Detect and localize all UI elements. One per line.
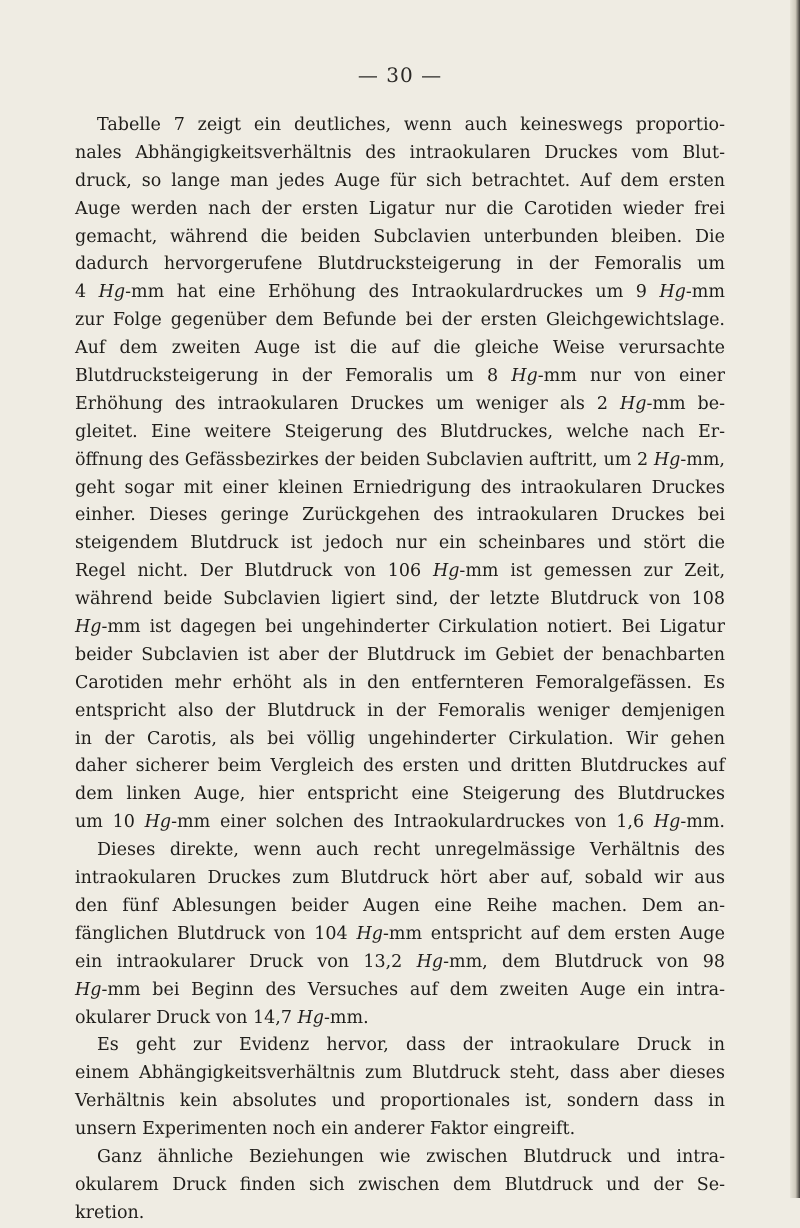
text-line: Carotiden mehr erhöht als in den entfernteren Femoralgefässen. Es <box>75 672 725 693</box>
text-line: gleitet. Eine weitere Steigerung des Blutdruckes, welche nach Er- <box>75 421 725 442</box>
text-line: geht sogar mit einer kleinen Erniedrigung des intraokularen Druckes <box>75 477 725 498</box>
page-edge-shadow <box>790 0 800 1198</box>
text-line: in der Carotis, als bei völlig ungehinderter Cirkulation. Wir gehen <box>75 728 725 749</box>
text-line: einem Abhängigkeitsverhältnis zum Blutdruck steht, dass aber dieses <box>75 1063 725 1084</box>
text-line: Auge werden nach der ersten Ligatur nur die Carotiden wieder frei <box>75 198 725 219</box>
text-line: den fünf Ablesungen beider Augen eine Reihe machen. Dem an- <box>75 895 725 916</box>
text-line: steigendem Blutdruck ist jedoch nur ein scheinbares und stört die <box>75 533 725 554</box>
text-line: 4 Hg-mm hat eine Erhöhung des Intraokulardruckes um 9 Hg-mm <box>75 282 725 303</box>
text-line: okularer Druck von 14,7 Hg-mm. <box>75 1007 369 1028</box>
text-line: Tabelle 7 zeigt ein deutliches, wenn auch keineswegs proportio- <box>97 115 725 135</box>
text-line: Regel nicht. Der Blutdruck von 106 Hg-mm ist gemessen zur Zeit, <box>75 561 726 582</box>
text-line: unsern Experimenten noch ein anderer Faktor eingreift. <box>75 1119 576 1140</box>
text-line: beider Subclavien ist aber der Blutdruck im Gebiet der benachbarten <box>75 644 725 665</box>
text-line: gemacht, während die beiden Subclavien unterbunden bleiben. Die <box>75 226 725 247</box>
page-number: — 30 — <box>357 63 443 87</box>
text-line: Erhöhung des intraokularen Druckes um weniger als 2 Hg-mm be- <box>75 393 726 414</box>
text-line: zur Folge gegenüber dem Befunde bei der ersten Gleichgewichtslage. <box>75 310 725 331</box>
text-line: Hg-mm ist dagegen bei ungehinderter Cirkulation notiert. Bei Ligatur <box>75 617 725 638</box>
text-line: um 10 Hg-mm einer solchen des Intraokulardruckes von 1,6 Hg-mm. <box>75 812 725 833</box>
text-line: Verhältnis kein absolutes und proportionales ist, sondern dass in <box>75 1091 725 1112</box>
text-line: Dieses direkte, wenn auch recht unregelmässige Verhältnis des <box>97 840 725 861</box>
text-line: Auf dem zweiten Auge ist die auf die gleiche Weise verursachte <box>75 338 725 359</box>
text-line: druck, so lange man jedes Auge für sich betrachtet. Auf dem ersten <box>75 170 725 191</box>
text-line: entspricht also der Blutdruck in der Femoralis weniger demjenigen <box>75 700 725 721</box>
text-line: okularem Druck finden sich zwischen dem Blutdruck und der Se- <box>75 1174 725 1195</box>
text-line: Es geht zur Evidenz hervor, dass der intraokulare Druck in <box>97 1035 725 1056</box>
text-line: Hg-mm bei Beginn des Versuches auf dem zweiten Auge ein intra- <box>75 979 725 1000</box>
text-line: einher. Dieses geringe Zurückgehen des intraokularen Druckes bei <box>75 505 725 526</box>
text-line: ein intraokularer Druck von 13,2 Hg-mm, dem Blutdruck von 98 <box>75 951 725 972</box>
text-line: kretion. <box>75 1202 145 1223</box>
text-line: daher sicherer beim Vergleich des ersten und dritten Blutdruckes auf <box>75 756 725 777</box>
text-line: während beide Subclavien ligiert sind, der letzte Blutdruck von 108 <box>75 589 725 610</box>
text-line: nales Abhängigkeitsverhältnis des intraokularen Druckes vom Blut- <box>75 142 725 163</box>
text-line: Ganz ähnliche Beziehungen wie zwischen Blutdruck und intra- <box>97 1146 725 1167</box>
text-line: öffnung des Gefässbezirkes der beiden Subclavien auftritt, um 2 Hg-mm, <box>75 449 725 470</box>
text-line: dadurch hervorgerufene Blutdrucksteigerung in der Femoralis um <box>75 254 725 275</box>
text-line: dem linken Auge, hier entspricht eine Steigerung des Blutdruckes <box>75 784 725 805</box>
text-line: fänglichen Blutdruck von 104 Hg-mm entspricht auf dem ersten Auge <box>75 923 725 944</box>
text-line: intraokularen Druckes zum Blutdruck hört aber auf, sobald wir aus <box>75 868 725 889</box>
text-line: Blutdrucksteigerung in der Femoralis um 8 Hg-mm nur von einer <box>75 366 725 387</box>
body-text <box>75 112 725 1228</box>
